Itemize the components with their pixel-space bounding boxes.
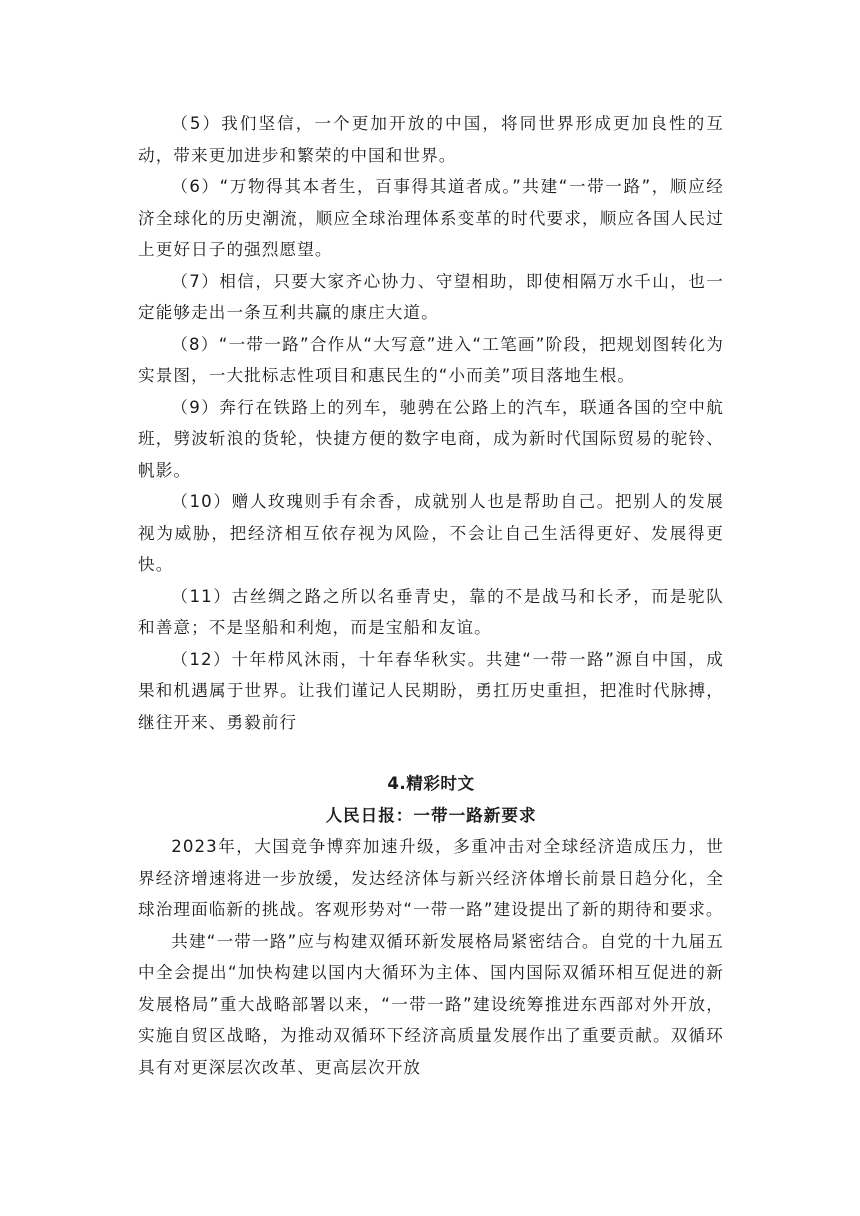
article-paragraph: 共建“一带一路”应与构建双循环新发展格局紧密结合。自党的十九届五中全会提出“加快构建以国内大循环为主体、国内国际双循环相互促进的新发展格局”重大战略部署以来，“一带一路”建设统筹推进东西部对外开放，实施自贸区战略，为推动双循环下经济高质量发展作出了重要贡献。双循环具有对更深层次改革、更高层次开放 <box>138 931 724 1077</box>
quote-paragraph: （11）古丝绸之路之所以名垂青史，靠的不是战马和长矛，而是驼队和善意；不是坚船和利炮，而是宝船和友谊。 <box>138 586 724 637</box>
quote-paragraph: （5）我们坚信，一个更加开放的中国，将同世界形成更加良性的互动，带来更加进步和繁荣的中国和世界。 <box>138 114 724 165</box>
article-title: 人民日报：一带一路新要求 <box>325 805 537 825</box>
article-paragraph: 2023年，大国竞争博弈加速升级，多重冲击对全球经济造成压力，世界经济增速将进一步放缓，发达经济体与新兴经济体增长前景日趋分化，全球治理面临新的挑战。客观形势对“一带一路”建设提出了新的期待和要求。 <box>138 837 724 919</box>
quote-paragraph: （8）“一带一路”合作从“大写意”进入“工笔画”阶段，把规划图转化为实景图，一大批标志性项目和惠民生的“小而美”项目落地生根。 <box>138 334 724 385</box>
quote-paragraph: （6）“万物得其本者生，百事得其道者成。”共建“一带一路”，顺应经济全球化的历史潮流，顺应全球治理体系变革的时代要求，顺应各国人民过上更好日子的强烈愿望。 <box>138 177 724 259</box>
quote-paragraph: （7）相信，只要大家齐心协力、守望相助，即使相隔万水千山，也一定能够走出一条互利共赢的康庄大道。 <box>138 271 724 322</box>
document-body <box>138 108 724 1083</box>
quote-paragraph: （9）奔行在铁路上的列车，驰骋在公路上的汽车，联通各国的空中航班，劈波斩浪的货轮，快捷方便的数字电商，成为新时代国际贸易的驼铃、帆影。 <box>138 397 724 480</box>
quote-paragraph: （12）十年栉风沐雨，十年春华秋实。共建“一带一路”源自中国，成果和机遇属于世界。让我们谨记人民期盼，勇扛历史重担，把准时代脉搏，继往开来、勇毅前行 <box>138 649 724 732</box>
section-spacer <box>138 738 724 768</box>
quote-paragraph: （10）赠人玫瑰则手有余香，成就别人也是帮助自己。把别人的发展视为威胁，把经济相互依存视为风险，不会让自己生活得更好、发展得更快。 <box>138 492 724 574</box>
section-heading: 4.精彩时文 <box>387 774 475 793</box>
